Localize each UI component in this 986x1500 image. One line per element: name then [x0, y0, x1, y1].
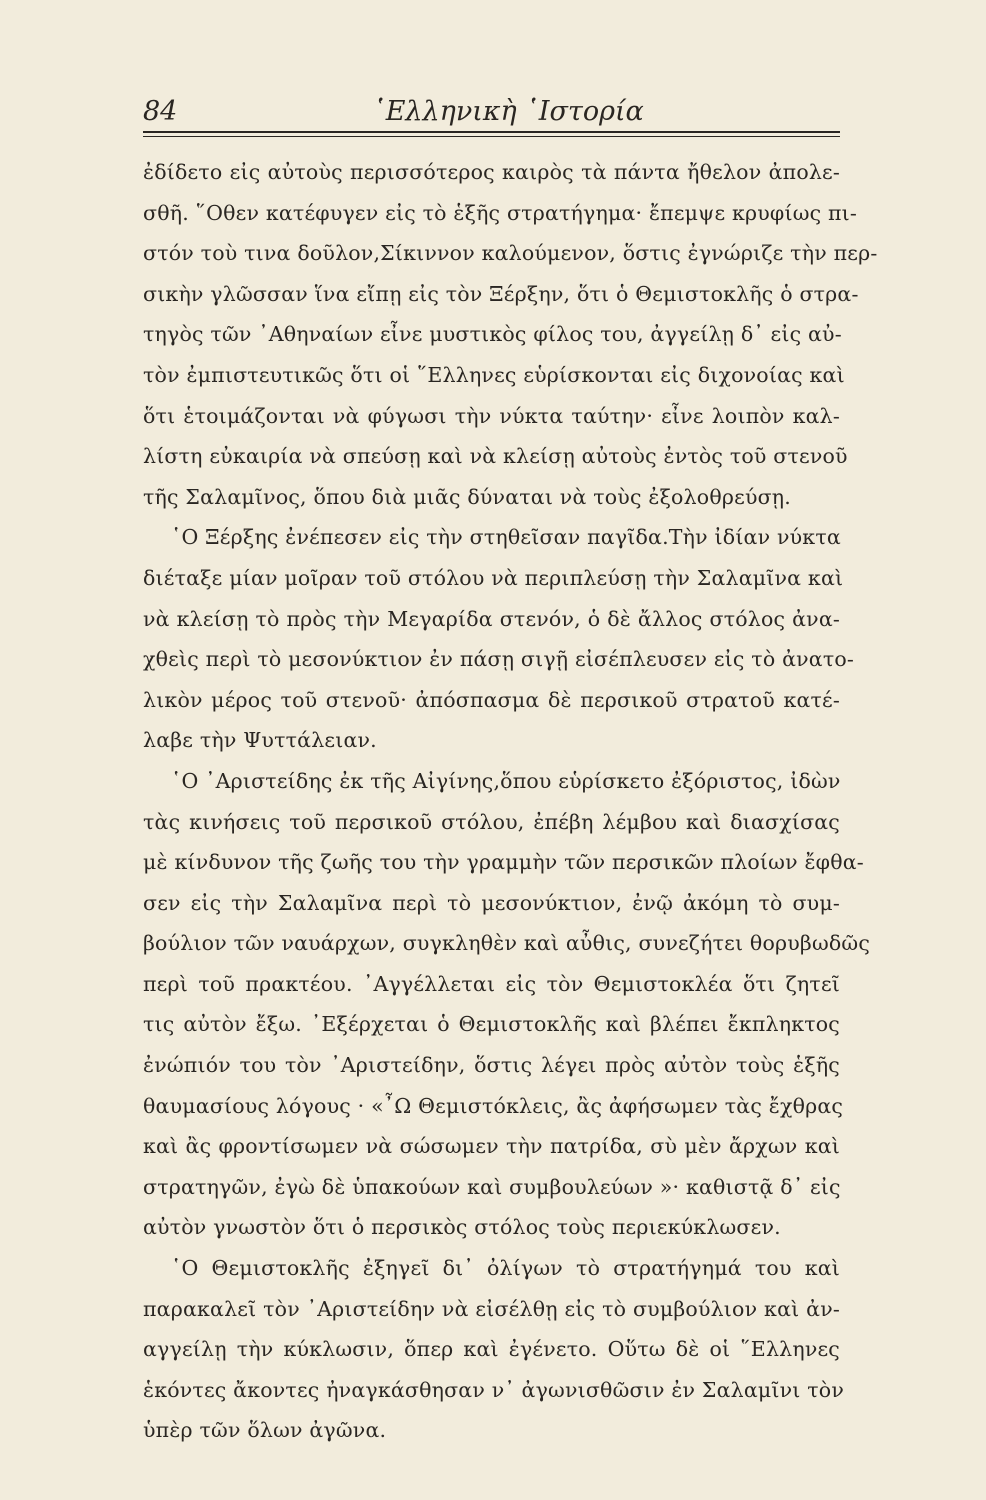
text-line: ὅτι ἑτοιμάζονται νὰ φύγωσι τὴν νύκτα ταύτην· εἶνε λοιπὸν καλ-	[143, 403, 840, 428]
text-line: τῆς Σαλαμῖνος, ὅπου διὰ μιᾶς δύναται νὰ τοὺς ἐξολοθρεύσῃ.	[143, 484, 792, 509]
text-line: στρατηγῶν, ἐγὼ δὲ ὑπακούων καὶ συμβουλεύων »· καθιστᾷ δ᾿ εἰς	[143, 1174, 841, 1199]
text-line: ῾Ο ᾿Αριστείδης ἐκ τῆς Αἰγίνης,ὅπου εὑρίσκετο ἐξόριστος, ἰδὼν	[171, 768, 841, 793]
text-line: ἐνώπιόν του τὸν ᾿Αριστείδην, ὅστις λέγει πρὸς αὐτὸν τοὺς ἑξῆς	[143, 1053, 840, 1078]
text-line: στόν τοὺ τινα δοῦλον,Σίκιννον καλούμενον, ὅστις ἐγνώριζε τὴν περ-	[143, 241, 878, 266]
body-text	[143, 152, 878, 1451]
text-line: σικὴν γλῶσσαν ἵνα εἴπῃ εἰς τὸν Ξέρξην, ὅτι ὁ Θεμιστοκλῆς ὁ στρα-	[143, 281, 859, 306]
page-number: 84	[143, 96, 178, 127]
text-line: ἑκόντες ἄκοντες ἠναγκάσθησαν ν᾿ ἀγωνισθῶσιν ἐν Σαλαμῖνι τὸν	[143, 1377, 845, 1402]
text-line: διέταξε μίαν μοῖραν τοῦ στόλου νὰ περιπλεύσῃ τὴν Σαλαμῖνα καὶ	[143, 565, 844, 590]
text-line: τὸν ἐμπιστευτικῶς ὅτι οἱ ῞Ελληνες εὑρίσκονται εἰς διχονοίας καὶ	[143, 362, 845, 387]
text-line: τις αὐτὸν ἔξω. ᾿Εξέρχεται ὁ Θεμιστοκλῆς καὶ βλέπει ἔκπληκτος	[143, 1012, 840, 1037]
text-line: τὰς κινήσεις τοῦ περσικοῦ στόλου, ἐπέβη λέμβου καὶ διασχίσας	[143, 809, 840, 834]
text-line: τηγὸς τῶν ᾿Αθηναίων εἶνε μυστικὸς φίλος του, ἀγγείλῃ δ᾿ εἰς αὐ-	[143, 322, 842, 347]
text-line: λίστη εὐκαιρία νὰ σπεύσῃ καὶ νὰ κλείσῃ αὐτοὺς ἐντὸς τοῦ στενοῦ	[143, 444, 848, 469]
text-line: νὰ κλείσῃ τὸ πρὸς τὴν Μεγαρίδα στενόν, ὁ δὲ ἄλλος στόλος ἀνα-	[143, 606, 840, 631]
text-line: καὶ ἂς φροντίσωμεν νὰ σώσωμεν τὴν πατρίδα, σὺ μὲν ἄρχων καὶ	[143, 1134, 840, 1159]
text-line: παρακαλεῖ τὸν ᾿Αριστείδην νὰ εἰσέλθῃ εἰς τὸ συμβούλιον καὶ ἀν-	[143, 1296, 840, 1321]
text-line: ῾Ο Ξέρξης ἐνέπεσεν εἰς τὴν στηθεῖσαν παγῖδα.Τὴν ἰδίαν νύκτα	[171, 525, 841, 550]
text-line: περὶ τοῦ πρακτέου. ᾿Αγγέλλεται εἰς τὸν Θεμιστοκλέα ὅτι ζητεῖ	[143, 971, 840, 996]
text-line: ῾Ο Θεμιστοκλῆς ἐξηγεῖ δι᾿ ὀλίγων τὸ στρατήγημά του καὶ	[171, 1256, 840, 1281]
text-line: μὲ κίνδυνον τῆς ζωῆς του τὴν γραμμὴν τῶν περσικῶν πλοίων ἔφθα-	[143, 850, 864, 875]
text-line: σεν εἰς τὴν Σαλαμῖνα περὶ τὸ μεσονύκτιον, ἐνῷ ἀκόμη τὸ συμ-	[143, 890, 840, 915]
text-line: βούλιον τῶν ναυάρχων, συγκληθὲν καὶ αὖθις, συνεζήτει θορυβωδῶς	[143, 931, 871, 956]
text-line: ὑπὲρ τῶν ὅλων ἀγῶνα.	[143, 1418, 387, 1443]
text-line: λικὸν μέρος τοῦ στενοῦ· ἀπόσπασμα δὲ περσικοῦ στρατοῦ κατέ-	[143, 687, 840, 712]
header-rule	[143, 131, 840, 133]
text-line: σθῆ. ῞Οθεν κατέφυγεν εἰς τὸ ἑξῆς στρατήγημα· ἔπεμψε κρυφίως πι-	[143, 200, 858, 225]
running-title: ῾Ελληνικὴ ῾Ιστορία	[372, 96, 644, 127]
text-line: ἐδίδετο εἰς αὐτοὺς περισσότερος καιρὸς τὰ πάντα ἤθελον ἀπολε-	[143, 160, 840, 184]
text-line: χθεὶς περὶ τὸ μεσονύκτιον ἐν πάσῃ σιγῇ εἰσέπλευσεν εἰς τὸ ἀνατο-	[143, 647, 855, 672]
header-rule-thin	[143, 136, 840, 137]
text-line: αὐτὸν γνωστὸν ὅτι ὁ περσικὸς στόλος τοὺς περιεκύκλωσεν.	[143, 1215, 781, 1240]
text-line: αγγείλῃ τὴν κύκλωσιν, ὅπερ καὶ ἐγένετο. Οὕτω δὲ οἱ ῞Ελληνες	[143, 1337, 840, 1362]
text-line: λαβε τὴν Ψυττάλειαν.	[143, 728, 377, 753]
text-line: θαυμασίους λόγους · «῏Ω Θεμιστόκλεις, ἂς ἀφήσωμεν τὰς ἔχθρας	[143, 1093, 844, 1118]
